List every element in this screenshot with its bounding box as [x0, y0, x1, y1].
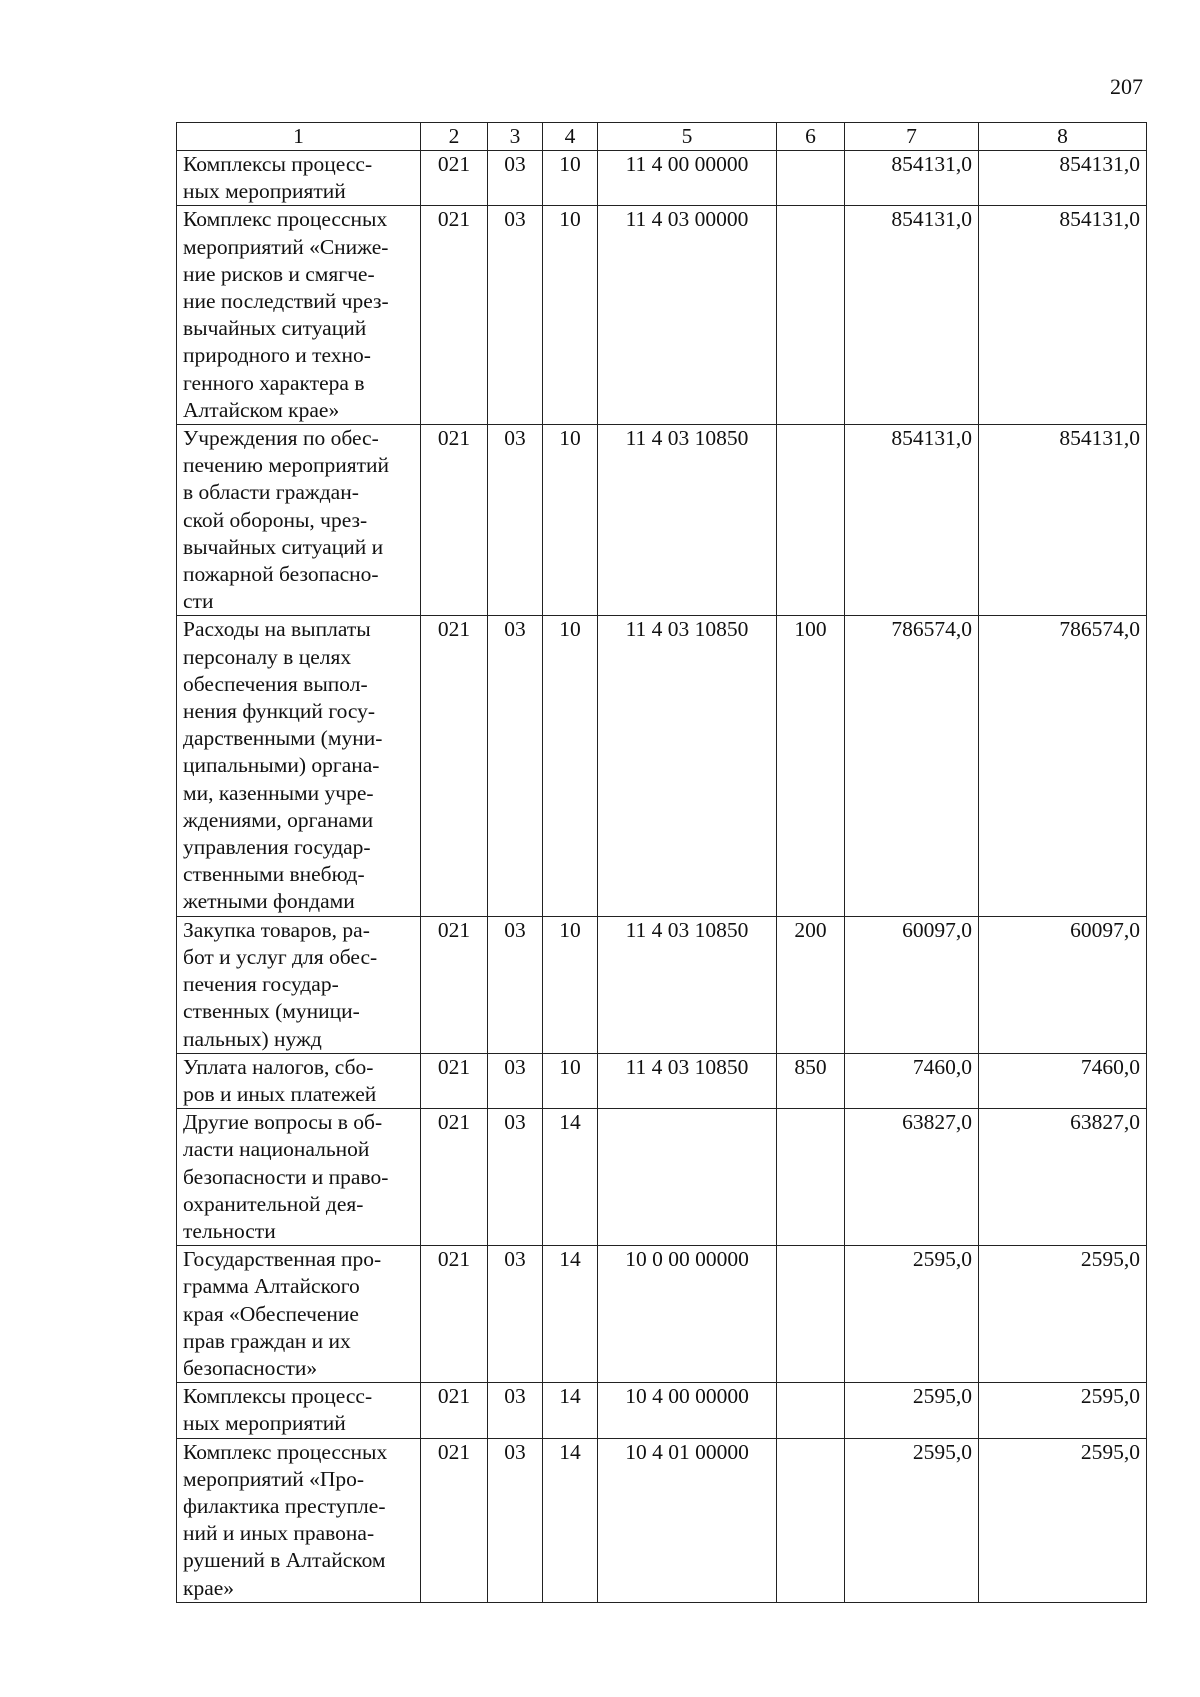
- row-name-line: ласти национальной: [183, 1137, 370, 1162]
- ministry-code-cell: 021: [421, 1438, 488, 1602]
- row-name-line: персоналу в целях: [183, 644, 352, 669]
- ministry-code-cell: 021: [421, 151, 488, 206]
- row-name-line: генного характера в: [183, 370, 365, 395]
- row-name-line: филактика преступле-: [183, 1493, 386, 1518]
- ministry-code-cell: 021: [421, 206, 488, 425]
- ministry-code-cell: 021: [421, 425, 488, 616]
- row-name-line: охранительной дея-: [183, 1191, 364, 1216]
- ministry-code-cell: 021: [421, 1246, 488, 1383]
- row-name-line: Комплекс процессных: [183, 1439, 388, 1464]
- target-article-cell: 11 4 03 10850: [598, 1053, 777, 1108]
- subsection-code-cell: 10: [543, 916, 598, 1053]
- table-row: [177, 616, 1147, 916]
- amount-year1-cell: 60097,0: [845, 916, 979, 1053]
- amount-year2-cell: 60097,0: [979, 916, 1147, 1053]
- ministry-code-cell: 021: [421, 916, 488, 1053]
- ministry-code-cell: 021: [421, 1053, 488, 1108]
- expense-type-cell: [777, 206, 845, 425]
- amount-year2-cell: 2595,0: [979, 1383, 1147, 1438]
- target-article-cell: 10 0 00 00000: [598, 1246, 777, 1383]
- row-name-line: Комплексы процесс-: [183, 152, 373, 176]
- row-name-line: ние рисков и смягче-: [183, 261, 375, 286]
- table-row: [177, 1383, 1147, 1438]
- table-header-row: [177, 123, 1147, 151]
- subsection-code-cell: 10: [543, 616, 598, 916]
- amount-year2-cell: 786574,0: [979, 616, 1147, 916]
- amount-year2-cell: 854131,0: [979, 206, 1147, 425]
- target-article-cell: 11 4 03 00000: [598, 206, 777, 425]
- section-code-cell: 03: [488, 425, 543, 616]
- table-row: [177, 151, 1147, 206]
- row-name-line: управления государ-: [183, 835, 371, 860]
- column-header: 7: [845, 123, 979, 151]
- table-body: [177, 151, 1147, 1603]
- column-header: 4: [543, 123, 598, 151]
- target-article-cell: 11 4 00 00000: [598, 151, 777, 206]
- page-number: 207: [1110, 74, 1143, 99]
- expense-type-cell: [777, 1383, 845, 1438]
- target-article-cell: 10 4 00 00000: [598, 1383, 777, 1438]
- row-name-cell: [177, 1246, 421, 1383]
- expense-type-cell: [777, 1246, 845, 1383]
- row-name-line: грамма Алтайского: [183, 1274, 360, 1299]
- amount-year2-cell: 854131,0: [979, 151, 1147, 206]
- subsection-code-cell: 14: [543, 1438, 598, 1602]
- row-name-line: крае»: [183, 1575, 235, 1600]
- section-code-cell: 03: [488, 1438, 543, 1602]
- target-article-cell: 11 4 03 10850: [598, 916, 777, 1053]
- row-name-line: печения государ-: [183, 972, 339, 997]
- row-name-line: Комплекс процессных: [183, 207, 388, 232]
- row-name-line: рушений в Алтайском: [183, 1548, 386, 1573]
- row-name-line: обеспечения выпол-: [183, 671, 368, 696]
- section-code-cell: 03: [488, 151, 543, 206]
- amount-year2-cell: 7460,0: [979, 1053, 1147, 1108]
- section-code-cell: 03: [488, 1246, 543, 1383]
- subsection-code-cell: 10: [543, 151, 598, 206]
- row-name-line: в области граждан-: [183, 480, 359, 505]
- row-name-line: сти: [183, 589, 214, 614]
- section-code-cell: 03: [488, 206, 543, 425]
- row-name-line: прав граждан и их: [183, 1328, 351, 1353]
- table-row: [177, 206, 1147, 425]
- row-name-line: безопасности»: [183, 1355, 318, 1380]
- row-name-line: Алтайском крае»: [183, 397, 340, 422]
- row-name-cell: [177, 425, 421, 616]
- row-name-line: пальных) нужд: [183, 1026, 322, 1051]
- amount-year1-cell: 7460,0: [845, 1053, 979, 1108]
- target-article-cell: 11 4 03 10850: [598, 616, 777, 916]
- target-article-cell: [598, 1109, 777, 1246]
- target-article-cell: 10 4 01 00000: [598, 1438, 777, 1602]
- section-code-cell: 03: [488, 916, 543, 1053]
- row-name-line: нения функций госу-: [183, 699, 376, 724]
- row-name-line: ний и иных правона-: [183, 1521, 375, 1546]
- row-name-line: печению мероприятий: [183, 453, 390, 478]
- section-code-cell: 03: [488, 1383, 543, 1438]
- target-article-cell: 11 4 03 10850: [598, 425, 777, 616]
- ministry-code-cell: 021: [421, 1383, 488, 1438]
- column-header: 3: [488, 123, 543, 151]
- budget-table: [176, 122, 1147, 1603]
- subsection-code-cell: 10: [543, 425, 598, 616]
- amount-year1-cell: 854131,0: [845, 206, 979, 425]
- row-name-cell: [177, 1109, 421, 1246]
- row-name-cell: [177, 1438, 421, 1602]
- table-row: [177, 1109, 1147, 1246]
- row-name-line: жетными фондами: [183, 889, 355, 914]
- row-name-line: Комплексы процесс-: [183, 1384, 373, 1409]
- ministry-code-cell: 021: [421, 616, 488, 916]
- table-row: [177, 425, 1147, 616]
- row-name-line: бот и услуг для обес-: [183, 944, 378, 969]
- amount-year2-cell: 63827,0: [979, 1109, 1147, 1246]
- row-name-cell: [177, 151, 421, 206]
- row-name-line: вычайных ситуаций: [183, 316, 367, 341]
- row-name-line: пожарной безопасно-: [183, 562, 379, 587]
- table-row: [177, 916, 1147, 1053]
- table-row: [177, 1246, 1147, 1383]
- row-name-cell: [177, 1053, 421, 1108]
- expense-type-cell: 100: [777, 616, 845, 916]
- expense-type-cell: [777, 425, 845, 616]
- row-name-line: Уплата налогов, сбо-: [183, 1054, 374, 1079]
- column-header: 5: [598, 123, 777, 151]
- row-name-line: тельности: [183, 1218, 276, 1243]
- amount-year1-cell: 63827,0: [845, 1109, 979, 1246]
- row-name-line: дарственными (муни-: [183, 726, 383, 751]
- column-header: 6: [777, 123, 845, 151]
- subsection-code-cell: 14: [543, 1109, 598, 1246]
- row-name-line: ных мероприятий: [183, 179, 346, 204]
- amount-year1-cell: 786574,0: [845, 616, 979, 916]
- expense-type-cell: 850: [777, 1053, 845, 1108]
- row-name-line: мероприятий «Сниже-: [183, 234, 389, 259]
- row-name-line: ской обороны, чрез-: [183, 507, 368, 532]
- section-code-cell: 03: [488, 616, 543, 916]
- row-name-line: ственными внебюд-: [183, 862, 365, 887]
- row-name-line: вычайных ситуаций и: [183, 534, 384, 559]
- amount-year2-cell: 2595,0: [979, 1438, 1147, 1602]
- row-name-line: Другие вопросы в об-: [183, 1110, 383, 1135]
- row-name-line: края «Обеспечение: [183, 1301, 359, 1326]
- row-name-cell: [177, 916, 421, 1053]
- row-name-line: ние последствий чрез-: [183, 289, 389, 314]
- amount-year1-cell: 2595,0: [845, 1438, 979, 1602]
- row-name-line: безопасности и право-: [183, 1164, 389, 1189]
- row-name-line: ми, казенными учре-: [183, 780, 374, 805]
- subsection-code-cell: 10: [543, 206, 598, 425]
- row-name-line: Государственная про-: [183, 1247, 382, 1272]
- row-name-line: ных мероприятий: [183, 1411, 346, 1436]
- row-name-line: ров и иных платежей: [183, 1081, 377, 1106]
- amount-year2-cell: 2595,0: [979, 1246, 1147, 1383]
- amount-year1-cell: 2595,0: [845, 1246, 979, 1383]
- row-name-line: Учреждения по обес-: [183, 426, 379, 451]
- row-name-line: мероприятий «Про-: [183, 1466, 365, 1491]
- ministry-code-cell: 021: [421, 1109, 488, 1246]
- amount-year1-cell: 2595,0: [845, 1383, 979, 1438]
- table-row: [177, 1053, 1147, 1108]
- expense-type-cell: [777, 1109, 845, 1246]
- row-name-line: природного и техно-: [183, 343, 371, 368]
- amount-year1-cell: 854131,0: [845, 425, 979, 616]
- row-name-cell: [177, 616, 421, 916]
- amount-year2-cell: 854131,0: [979, 425, 1147, 616]
- column-header: 1: [177, 123, 421, 151]
- section-code-cell: 03: [488, 1109, 543, 1246]
- subsection-code-cell: 10: [543, 1053, 598, 1108]
- column-header: 8: [979, 123, 1147, 151]
- expense-type-cell: [777, 1438, 845, 1602]
- row-name-line: Закупка товаров, ра-: [183, 917, 370, 942]
- amount-year1-cell: 854131,0: [845, 151, 979, 206]
- subsection-code-cell: 14: [543, 1383, 598, 1438]
- section-code-cell: 03: [488, 1053, 543, 1108]
- row-name-line: ципальными) органа-: [183, 753, 380, 778]
- row-name-line: Расходы на выплаты: [183, 617, 371, 642]
- row-name-line: ждениями, органами: [183, 807, 374, 832]
- expense-type-cell: [777, 151, 845, 206]
- row-name-cell: [177, 1383, 421, 1438]
- row-name-cell: [177, 206, 421, 425]
- column-header: 2: [421, 123, 488, 151]
- subsection-code-cell: 14: [543, 1246, 598, 1383]
- table-row: [177, 1438, 1147, 1602]
- row-name-line: ственных (муници-: [183, 999, 360, 1024]
- expense-type-cell: 200: [777, 916, 845, 1053]
